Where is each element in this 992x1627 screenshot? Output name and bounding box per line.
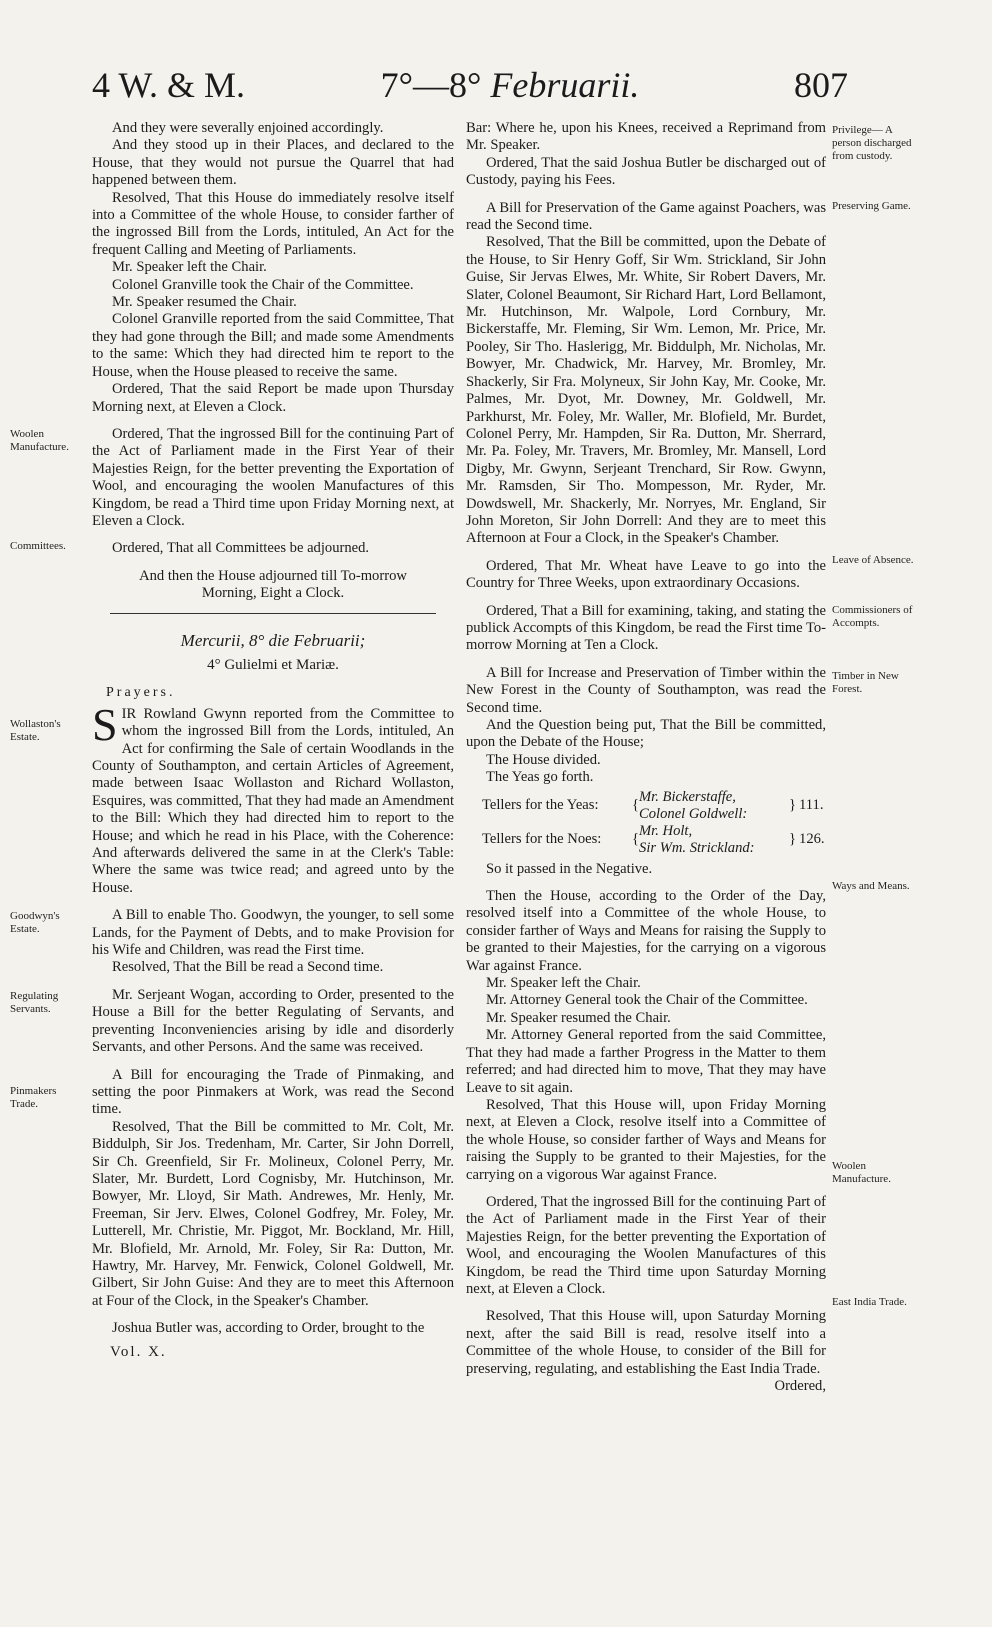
prayers-heading: Prayers.	[106, 685, 176, 701]
paragraph: Mr. Speaker left the Chair.	[486, 975, 641, 992]
paragraph: So it passed in the Negative.	[486, 860, 653, 877]
margin-note-committees: Committees.	[10, 540, 66, 552]
paragraph: A Bill for encouraging the Trade of Pinmaking, and setting the poor Pinmakers at Work, was read the Second time.	[92, 1066, 454, 1118]
tellers-yeas-row	[466, 789, 826, 823]
running-head-regnal-year: 4 W. & M.	[92, 65, 246, 105]
margin-note-leave: Leave of Absence.	[832, 554, 914, 566]
paragraph: Mr. Speaker resumed the Chair.	[486, 1009, 671, 1026]
paragraph: Mr. Attorney General reported from the said Committee, That they had made a farther Progress in the Matter to them referred; and had directed him to move, That they may have Leave to sit again.	[466, 1027, 826, 1096]
running-head-day: 7°—8°	[380, 65, 482, 105]
paragraph: Resolved, That the Bill be committed, upon the Debate of the House, to Sir Henry Goff, Sir Wm. Strickland, Sir John Guise, Sir Jervas Elwes, Mr. White, Sir Robert Davers, Mr. Slater, Colonel Beaumont, Sir Richard Hart, Lord Bellamont, Mr. Hutchinson, Mr. Walpole, Lord Cornbury, Mr. Bickerstaffe, Mr. Fleming, Sir Wm. Lemon, Mr. Price, Mr. Pooley, Sir Tho. Haslerigg, Mr. Biddulph, Mr. Nicholas, Mr. Bowyer, Mr. Chadwick, Mr. Harvey, Mr. Bromley, Mr. Shackerly, Sir Fra. Molyneux, Sir John Kay, Mr. Cooke, Mr. Palmes, Mr. Dyot, Mr. Downey, Mr. Goldwell, Mr. Parkhurst, Mr. Foley, Mr. Waller, Mr. Blofield, Mr. Burdet, Colonel Perry, Mr. Hampden, Sir Ra. Dutton, Mr. Sherrard, Mr. Pa. Foley, Mr. Travers, Mr. Bromley, Mr. Mansell, Lord Digby, Mr. Gwynn, Serjeant Trenchard, Sir Row. Gwynn, Mr. Ramsden, Sir Tho. Mompesson, Mr. Ryder, Mr. Dowdswell, Mr. Shackerly, Mr. Norryes, Mr. England, Sir John Moreton, Sir John Dorrell: And they are to meet this Afternoon at Four a Clock, in the Speaker's Chamber.	[466, 234, 826, 547]
tellers-count: 111.	[799, 797, 824, 814]
tellers-label: Tellers for the Yeas:	[482, 797, 599, 814]
paragraph: Colonel Granville reported from the said Committee, That they had gone through the Bill; and made some Amendments to the same: Which they had directed him te report to the House, when the House pleased to receive the same.	[92, 311, 454, 380]
paragraph: Ordered, That the said Joshua Butler be discharged out of Custody, paying his Fees.	[466, 154, 826, 189]
teller-name: Colonel Goldwell:	[639, 805, 748, 822]
right-column	[466, 120, 826, 1395]
paragraph: And the Question being put, That the Bill be committed, upon the Debate of the House;	[466, 717, 826, 751]
tellers-names	[639, 823, 789, 857]
margin-note-regulating: Regulating Servants.	[10, 990, 59, 1015]
paragraph: Mr. Serjeant Wogan, according to Order, presented to the House a Bill for the better Regulating of Servants, and preventing Inconveniencies arising by idle and disorderly Servants, and other Persons. And the same was received.	[92, 986, 454, 1056]
paragraph: A Bill for Increase and Preservation of Timber within the New Forest in the County of Southampton, was read the Second time.	[466, 664, 826, 716]
volume-footer: Vol. X.	[110, 1344, 167, 1360]
paragraph-text: IR Rowland Gwynn reported from the Committee to whom the ingrossed Bill from the Lords, intituled, An Act for confirming the Sale of certain Woodlands in the County of Southampton, and certain Articles of Agreement, made between Isaac Wollaston and Richard Wollaston, Esquires, was committed, That they had made an Amendment to the Bill: Which they had directed him to report to the House; and which he read in his Place, with the Coherence: And afterwards delivered the same in at the Clerk's Table: Where the same was twice read; and agreed unto by the House.	[92, 705, 454, 896]
paragraph: Resolved, That the Bill be committed to Mr. Colt, Mr. Biddulph, Sir Jos. Tredenham, Mr. Carter, Sir John Dorrell, Sir Ch. Greenfield, Sir Fr. Molineux, Colonel Perry, Mr. Slater, Mr. Burdett, Lord Cognisby, Mr. Hutchinson, Mr. Bowyer, Mr. Lloyd, Sir Math. Andrewes, Mr. Henly, Mr. Freeman, Sir Jerv. Elwes, Colonel Godfrey, Mr. Foley, Mr. Lutterell, Mr. Christie, Mr. Piggot, Mr. Bockland, Mr. Hill, Mr. Blofield, Mr. Arnold, Mr. Foley, Sir Ra: Dutton, Mr. Hawtry, Mr. Harvey, Mr. Fenwick, Colonel Goldwell, Mr. Gilbert, Sir John Guise: And they are to meet this Afternoon at Four of the Clock, in the Speaker's Chamber.	[92, 1118, 454, 1309]
margin-note-wollaston: Wollaston's Estate.	[10, 718, 61, 743]
paragraph: Mr. Speaker left the Chair.	[112, 259, 267, 276]
paragraph	[92, 698, 454, 897]
adjournment: And then the House adjourned till To-morrow Morning, Eight a Clock.	[139, 567, 407, 602]
paragraph: Resolved, That this House will, upon Friday Morning next, at Eleven a Clock, resolve itself into a Committee of the whole House, so consider farther of Ways and Means for raising the Supply to be granted to their Majesties, for the carrying on a vigorous War against France.	[466, 1096, 826, 1183]
section-divider	[110, 613, 436, 614]
tellers-count: 126.	[799, 831, 825, 848]
paragraph: Resolved, That the Bill be read a Second time.	[112, 959, 384, 976]
tellers-names	[639, 789, 789, 823]
paragraph: Ordered, That Mr. Wheat have Leave to go into the Country for Three Weeks, upon extraordinary Occasions.	[466, 557, 826, 592]
margin-note-woolen: Woolen Manufacture.	[10, 428, 69, 453]
paragraph: The House divided.	[486, 751, 601, 768]
running-head-date	[340, 64, 680, 106]
paragraph: The Yeas go forth.	[486, 769, 594, 786]
margin-note-east-india: East India Trade.	[832, 1296, 907, 1308]
paragraph: And they stood up in their Places, and declared to the House, that they would not pursue the Quarrel that had happened between them.	[92, 137, 454, 189]
brace-close: }	[789, 831, 797, 848]
brace-open: {	[632, 831, 640, 848]
paragraph: And they were severally enjoined accordingly.	[112, 120, 384, 136]
teller-name: Mr. Bickerstaffe,	[639, 788, 736, 805]
paragraph: Ordered, That the said Report be made upon Thursday Morning next, at Eleven a Clock.	[92, 381, 454, 415]
paragraph: Resolved, That this House will, upon Saturday Morning next, after the said Bill is read, resolve itself into a Committee of the whole House, to consider of the Bill for preserving, regulating, and establishing the East India Trade.	[466, 1308, 826, 1377]
paragraph: Colonel Granville took the Chair of the Committee.	[112, 276, 414, 293]
margin-note-woolen-right: Woolen Manufacture.	[832, 1160, 891, 1185]
paragraph: Then the House, according to the Order of the Day, resolved itself into a Committee of the whole House, to consider farther of Ways and Means for raising the Supply to be granted to their Majesties, for the carrying on a vigorous War against France.	[466, 888, 826, 974]
paragraph: Ordered, That the ingrossed Bill for the continuing Part of the Act of Parliament made in the First Year of their Majesties Reign, for the better preventing the Exportation of Wool, and encouraging the Woolen Manufactures of this Kingdom, be read the Third time upon Saturday Morning next, at Eleven a Clock.	[466, 1193, 826, 1297]
drop-cap: S	[92, 698, 118, 750]
reign-heading: 4° Gulielmi et Mariæ.	[207, 656, 339, 673]
paragraph: Ordered, That all Committees be adjourned.	[112, 540, 370, 557]
paragraph: Bar: Where he, upon his Knees, received a Reprimand from Mr. Speaker.	[466, 120, 826, 154]
paragraph: A Bill to enable Tho. Goodwyn, the younger, to sell some Lands, for the Payment of Debts, and to make Provision for his Wife and Children, was read the First time.	[92, 907, 454, 959]
page-number: 807	[794, 65, 848, 105]
tellers-noes-row	[466, 823, 826, 857]
margin-note-goodwyn: Goodwyn's Estate.	[10, 910, 60, 935]
brace-close: }	[789, 797, 797, 814]
brace-open: {	[632, 797, 640, 814]
paragraph: Mr. Attorney General took the Chair of the Committee.	[486, 992, 808, 1009]
paragraph: Mr. Speaker resumed the Chair.	[112, 294, 297, 311]
margin-note-timber: Timber in New Forest.	[832, 670, 899, 695]
teller-name: Mr. Holt,	[639, 822, 693, 839]
tellers-table	[466, 789, 826, 857]
margin-note-pinmakers: Pinmakers Trade.	[10, 1085, 57, 1110]
day-heading: Mercurii, 8° die Februarii;	[180, 630, 366, 650]
tellers-label: Tellers for the Noes:	[482, 831, 602, 848]
catchword: Ordered,	[774, 1378, 826, 1394]
margin-note-commissioners: Commissioners of Accompts.	[832, 604, 913, 629]
teller-name: Sir Wm. Strickland:	[639, 839, 755, 856]
running-head-month: Februarii.	[490, 65, 640, 105]
margin-note-ways: Ways and Means.	[832, 880, 910, 892]
paragraph: Ordered, That the ingrossed Bill for the continuing Part of the Act of Parliament made in the First Year of their Majesties Reign, for the better preventing the Exportation of Wool, and encouraging the woolen Manufactures of this Kingdom, be read a Third time upon Friday Morning next, at Eleven a Clock.	[92, 425, 454, 529]
paragraph: Joshua Butler was, according to Order, brought to the	[112, 1320, 425, 1337]
margin-note-game: Preserving Game.	[832, 200, 911, 212]
margin-note-privilege: Privilege— A person discharged from custody.	[832, 124, 912, 162]
paragraph: A Bill for Preservation of the Game against Poachers, was read the Second time.	[466, 199, 826, 234]
paragraph: Resolved, That this House do immediately resolve itself into a Committee of the whole House, to consider farther of the ingrossed Bill from the Lords, intituled, An Act for the frequent Calling and Meeting of Parliaments.	[92, 189, 454, 258]
paragraph: Ordered, That a Bill for examining, taking, and stating the publick Accompts of this Kingdom, be read the First time To-morrow Morning at Ten a Clock.	[466, 602, 826, 654]
left-column	[92, 120, 454, 1338]
